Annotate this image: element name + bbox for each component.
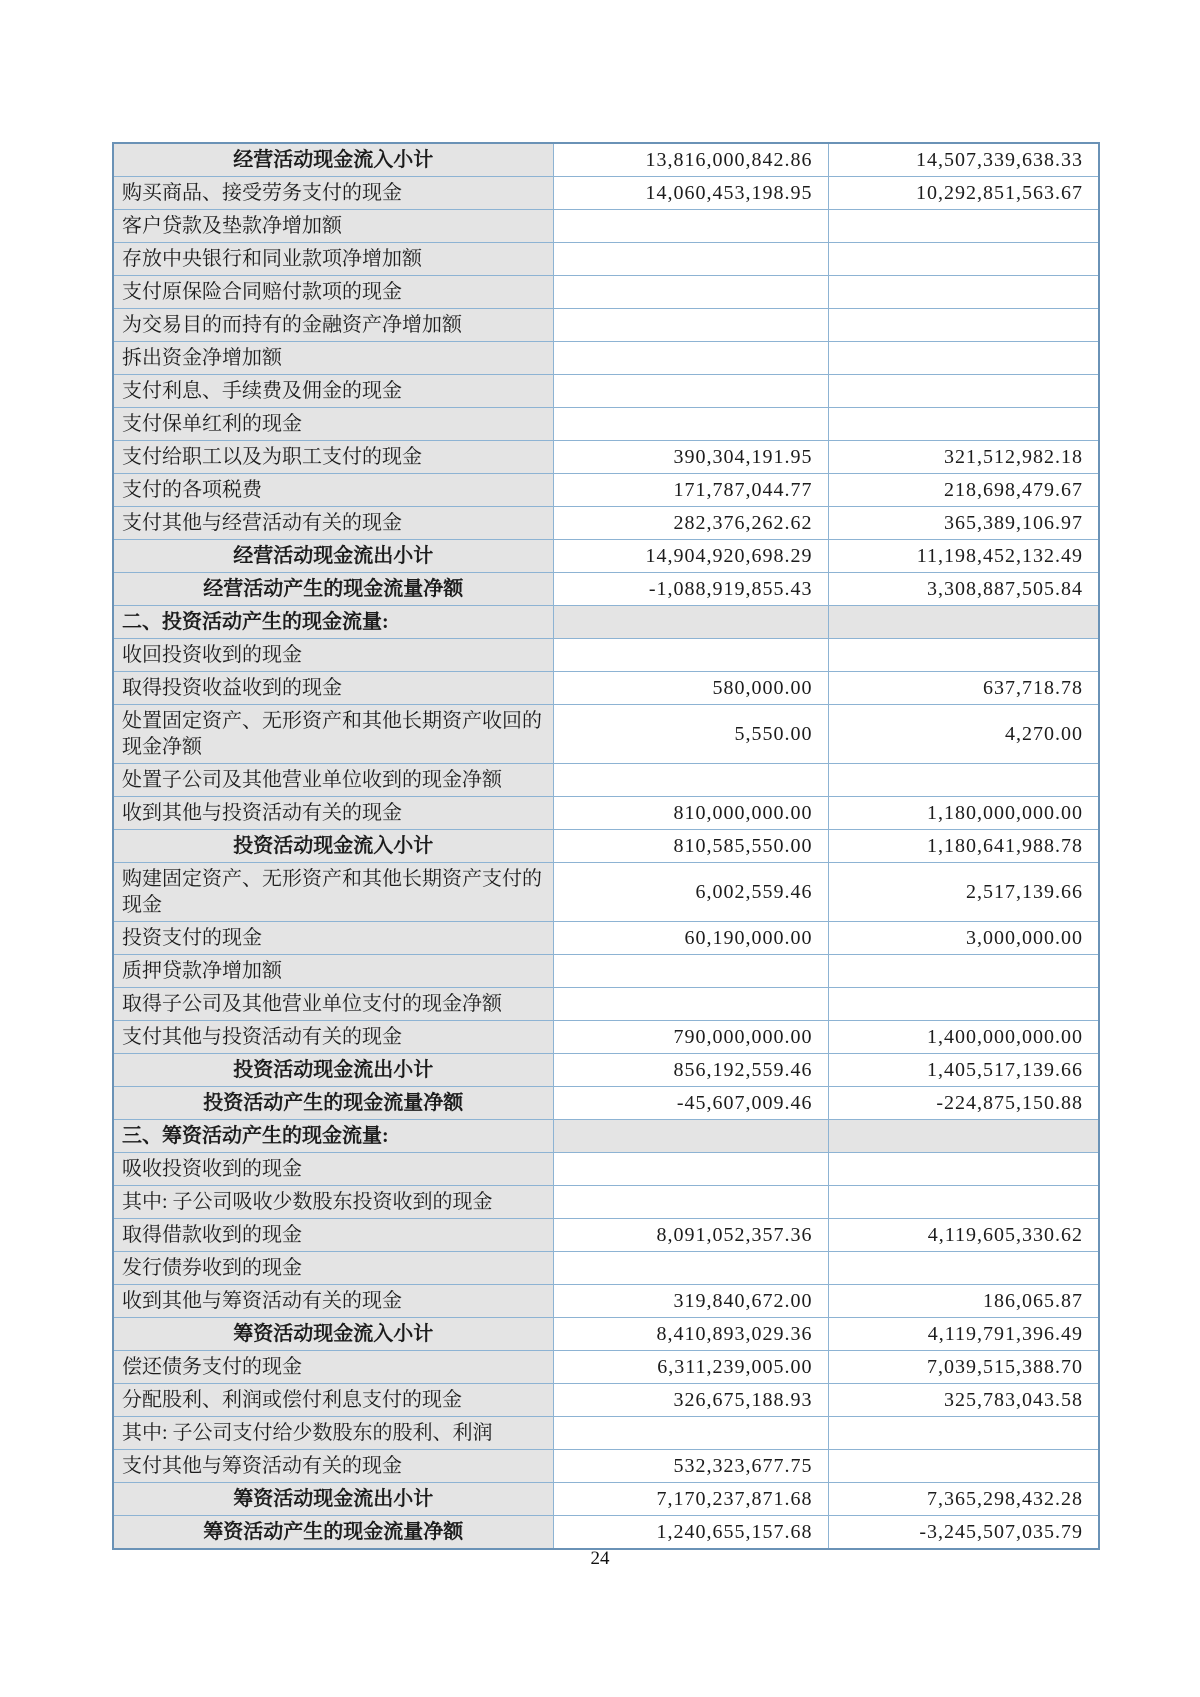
table-row [113, 672, 1099, 705]
item-label-cell: 处置子公司及其他营业单位收到的现金净额 [113, 764, 553, 797]
current-period-value-cell: 6,002,559.46 [553, 863, 828, 922]
table-row [113, 474, 1099, 507]
table-row [113, 1021, 1099, 1054]
table-row [113, 1054, 1099, 1087]
table-row [113, 606, 1099, 639]
prior-period-value-cell [828, 1153, 1099, 1186]
current-period-value-cell: 14,060,453,198.95 [553, 177, 828, 210]
current-period-value-cell: 810,585,550.00 [553, 830, 828, 863]
current-period-value-cell [553, 1153, 828, 1186]
current-period-value-cell: 5,550.00 [553, 705, 828, 764]
table-row [113, 1351, 1099, 1384]
prior-period-value-cell: 14,507,339,638.33 [828, 143, 1099, 177]
item-label-cell: 三、筹资活动产生的现金流量: [113, 1120, 553, 1153]
current-period-value-cell [553, 764, 828, 797]
table-row [113, 1483, 1099, 1516]
prior-period-value-cell [828, 1120, 1099, 1153]
item-label-cell: 投资活动现金流入小计 [113, 830, 553, 863]
table-row [113, 639, 1099, 672]
current-period-value-cell: 319,840,672.00 [553, 1285, 828, 1318]
table-row [113, 540, 1099, 573]
item-label-cell: 收到其他与投资活动有关的现金 [113, 797, 553, 830]
item-label-cell: 投资活动产生的现金流量净额 [113, 1087, 553, 1120]
table-row [113, 507, 1099, 540]
current-period-value-cell: 8,091,052,357.36 [553, 1219, 828, 1252]
current-period-value-cell [553, 955, 828, 988]
current-period-value-cell: 810,000,000.00 [553, 797, 828, 830]
prior-period-value-cell: -3,245,507,035.79 [828, 1516, 1099, 1550]
item-label-cell: 支付原保险合同赔付款项的现金 [113, 276, 553, 309]
table-row [113, 1186, 1099, 1219]
current-period-value-cell [553, 309, 828, 342]
table-row [113, 1087, 1099, 1120]
prior-period-value-cell: 4,270.00 [828, 705, 1099, 764]
prior-period-value-cell [828, 955, 1099, 988]
prior-period-value-cell: 7,365,298,432.28 [828, 1483, 1099, 1516]
item-label-cell: 取得投资收益收到的现金 [113, 672, 553, 705]
table-row [113, 988, 1099, 1021]
table-row [113, 342, 1099, 375]
item-label-cell: 存放中央银行和同业款项净增加额 [113, 243, 553, 276]
current-period-value-cell: 7,170,237,871.68 [553, 1483, 828, 1516]
prior-period-value-cell [828, 309, 1099, 342]
current-period-value-cell: 390,304,191.95 [553, 441, 828, 474]
table-row [113, 797, 1099, 830]
table-row [113, 1219, 1099, 1252]
current-period-value-cell [553, 606, 828, 639]
item-label-cell: 支付的各项税费 [113, 474, 553, 507]
cash-flow-statement-table [112, 142, 1100, 1550]
table-row [113, 764, 1099, 797]
prior-period-value-cell: 3,308,887,505.84 [828, 573, 1099, 606]
prior-period-value-cell: 7,039,515,388.70 [828, 1351, 1099, 1384]
page-number: 24 [590, 1548, 610, 1569]
prior-period-value-cell: 1,405,517,139.66 [828, 1054, 1099, 1087]
table-row [113, 441, 1099, 474]
current-period-value-cell: 171,787,044.77 [553, 474, 828, 507]
current-period-value-cell: -45,607,009.46 [553, 1087, 828, 1120]
prior-period-value-cell: 1,180,000,000.00 [828, 797, 1099, 830]
table-row [113, 177, 1099, 210]
table-row [113, 955, 1099, 988]
item-label-cell: 分配股利、利润或偿付利息支付的现金 [113, 1384, 553, 1417]
current-period-value-cell: -1,088,919,855.43 [553, 573, 828, 606]
prior-period-value-cell: 4,119,791,396.49 [828, 1318, 1099, 1351]
current-period-value-cell: 282,376,262.62 [553, 507, 828, 540]
prior-period-value-cell: 4,119,605,330.62 [828, 1219, 1099, 1252]
current-period-value-cell: 13,816,000,842.86 [553, 143, 828, 177]
current-period-value-cell [553, 1252, 828, 1285]
current-period-value-cell [553, 1120, 828, 1153]
prior-period-value-cell [828, 342, 1099, 375]
table-row [113, 1450, 1099, 1483]
table-row [113, 1516, 1099, 1550]
current-period-value-cell [553, 243, 828, 276]
item-label-cell: 其中: 子公司吸收少数股东投资收到的现金 [113, 1186, 553, 1219]
prior-period-value-cell: 321,512,982.18 [828, 441, 1099, 474]
item-label-cell: 为交易目的而持有的金融资产净增加额 [113, 309, 553, 342]
current-period-value-cell: 8,410,893,029.36 [553, 1318, 828, 1351]
prior-period-value-cell [828, 1450, 1099, 1483]
item-label-cell: 偿还债务支付的现金 [113, 1351, 553, 1384]
item-label-cell: 发行债券收到的现金 [113, 1252, 553, 1285]
prior-period-value-cell [828, 606, 1099, 639]
prior-period-value-cell: 10,292,851,563.67 [828, 177, 1099, 210]
item-label-cell: 吸收投资收到的现金 [113, 1153, 553, 1186]
item-label-cell: 经营活动产生的现金流量净额 [113, 573, 553, 606]
prior-period-value-cell: 1,400,000,000.00 [828, 1021, 1099, 1054]
table-row [113, 309, 1099, 342]
prior-period-value-cell [828, 408, 1099, 441]
table-row [113, 705, 1099, 764]
table-row [113, 1285, 1099, 1318]
item-label-cell: 购买商品、接受劳务支付的现金 [113, 177, 553, 210]
prior-period-value-cell: -224,875,150.88 [828, 1087, 1099, 1120]
table-row [113, 276, 1099, 309]
prior-period-value-cell: 1,180,641,988.78 [828, 830, 1099, 863]
item-label-cell: 支付其他与投资活动有关的现金 [113, 1021, 553, 1054]
current-period-value-cell [553, 1417, 828, 1450]
prior-period-value-cell [828, 988, 1099, 1021]
item-label-cell: 收到其他与筹资活动有关的现金 [113, 1285, 553, 1318]
prior-period-value-cell [828, 243, 1099, 276]
prior-period-value-cell [828, 1186, 1099, 1219]
current-period-value-cell: 790,000,000.00 [553, 1021, 828, 1054]
item-label-cell: 质押贷款净增加额 [113, 955, 553, 988]
prior-period-value-cell [828, 639, 1099, 672]
prior-period-value-cell: 365,389,106.97 [828, 507, 1099, 540]
prior-period-value-cell: 2,517,139.66 [828, 863, 1099, 922]
item-label-cell: 支付利息、手续费及佣金的现金 [113, 375, 553, 408]
current-period-value-cell: 1,240,655,157.68 [553, 1516, 828, 1550]
table-row [113, 210, 1099, 243]
table-row [113, 375, 1099, 408]
prior-period-value-cell [828, 210, 1099, 243]
item-label-cell: 筹资活动产生的现金流量净额 [113, 1516, 553, 1550]
table-row [113, 573, 1099, 606]
item-label-cell: 收回投资收到的现金 [113, 639, 553, 672]
prior-period-value-cell [828, 1417, 1099, 1450]
current-period-value-cell: 6,311,239,005.00 [553, 1351, 828, 1384]
item-label-cell: 支付其他与经营活动有关的现金 [113, 507, 553, 540]
current-period-value-cell [553, 1186, 828, 1219]
item-label-cell: 支付给职工以及为职工支付的现金 [113, 441, 553, 474]
current-period-value-cell [553, 276, 828, 309]
prior-period-value-cell: 3,000,000.00 [828, 922, 1099, 955]
item-label-cell: 取得借款收到的现金 [113, 1219, 553, 1252]
item-label-cell: 客户贷款及垫款净增加额 [113, 210, 553, 243]
table-row [113, 1384, 1099, 1417]
table-row [113, 863, 1099, 922]
prior-period-value-cell: 186,065.87 [828, 1285, 1099, 1318]
item-label-cell: 投资活动现金流出小计 [113, 1054, 553, 1087]
current-period-value-cell [553, 342, 828, 375]
table-row [113, 143, 1099, 177]
current-period-value-cell [553, 408, 828, 441]
prior-period-value-cell: 218,698,479.67 [828, 474, 1099, 507]
item-label-cell: 购建固定资产、无形资产和其他长期资产支付的现金 [113, 863, 553, 922]
item-label-cell: 拆出资金净增加额 [113, 342, 553, 375]
current-period-value-cell: 532,323,677.75 [553, 1450, 828, 1483]
item-label-cell: 经营活动现金流入小计 [113, 143, 553, 177]
item-label-cell: 经营活动现金流出小计 [113, 540, 553, 573]
prior-period-value-cell [828, 276, 1099, 309]
current-period-value-cell: 14,904,920,698.29 [553, 540, 828, 573]
item-label-cell: 二、投资活动产生的现金流量: [113, 606, 553, 639]
current-period-value-cell [553, 639, 828, 672]
prior-period-value-cell [828, 375, 1099, 408]
item-label-cell: 筹资活动现金流出小计 [113, 1483, 553, 1516]
current-period-value-cell: 60,190,000.00 [553, 922, 828, 955]
prior-period-value-cell [828, 764, 1099, 797]
item-label-cell: 处置固定资产、无形资产和其他长期资产收回的现金净额 [113, 705, 553, 764]
item-label-cell: 筹资活动现金流入小计 [113, 1318, 553, 1351]
prior-period-value-cell: 325,783,043.58 [828, 1384, 1099, 1417]
current-period-value-cell: 580,000.00 [553, 672, 828, 705]
table-row [113, 1153, 1099, 1186]
item-label-cell: 取得子公司及其他营业单位支付的现金净额 [113, 988, 553, 1021]
prior-period-value-cell: 637,718.78 [828, 672, 1099, 705]
table-row [113, 1252, 1099, 1285]
item-label-cell: 支付保单红利的现金 [113, 408, 553, 441]
table-row [113, 1318, 1099, 1351]
current-period-value-cell [553, 210, 828, 243]
table-row [113, 243, 1099, 276]
prior-period-value-cell [828, 1252, 1099, 1285]
item-label-cell: 投资支付的现金 [113, 922, 553, 955]
table-row [113, 408, 1099, 441]
prior-period-value-cell: 11,198,452,132.49 [828, 540, 1099, 573]
current-period-value-cell [553, 375, 828, 408]
table-row [113, 1120, 1099, 1153]
current-period-value-cell: 326,675,188.93 [553, 1384, 828, 1417]
item-label-cell: 支付其他与筹资活动有关的现金 [113, 1450, 553, 1483]
current-period-value-cell: 856,192,559.46 [553, 1054, 828, 1087]
table-row [113, 830, 1099, 863]
item-label-cell: 其中: 子公司支付给少数股东的股利、利润 [113, 1417, 553, 1450]
table-row [113, 1417, 1099, 1450]
table-row [113, 922, 1099, 955]
current-period-value-cell [553, 988, 828, 1021]
